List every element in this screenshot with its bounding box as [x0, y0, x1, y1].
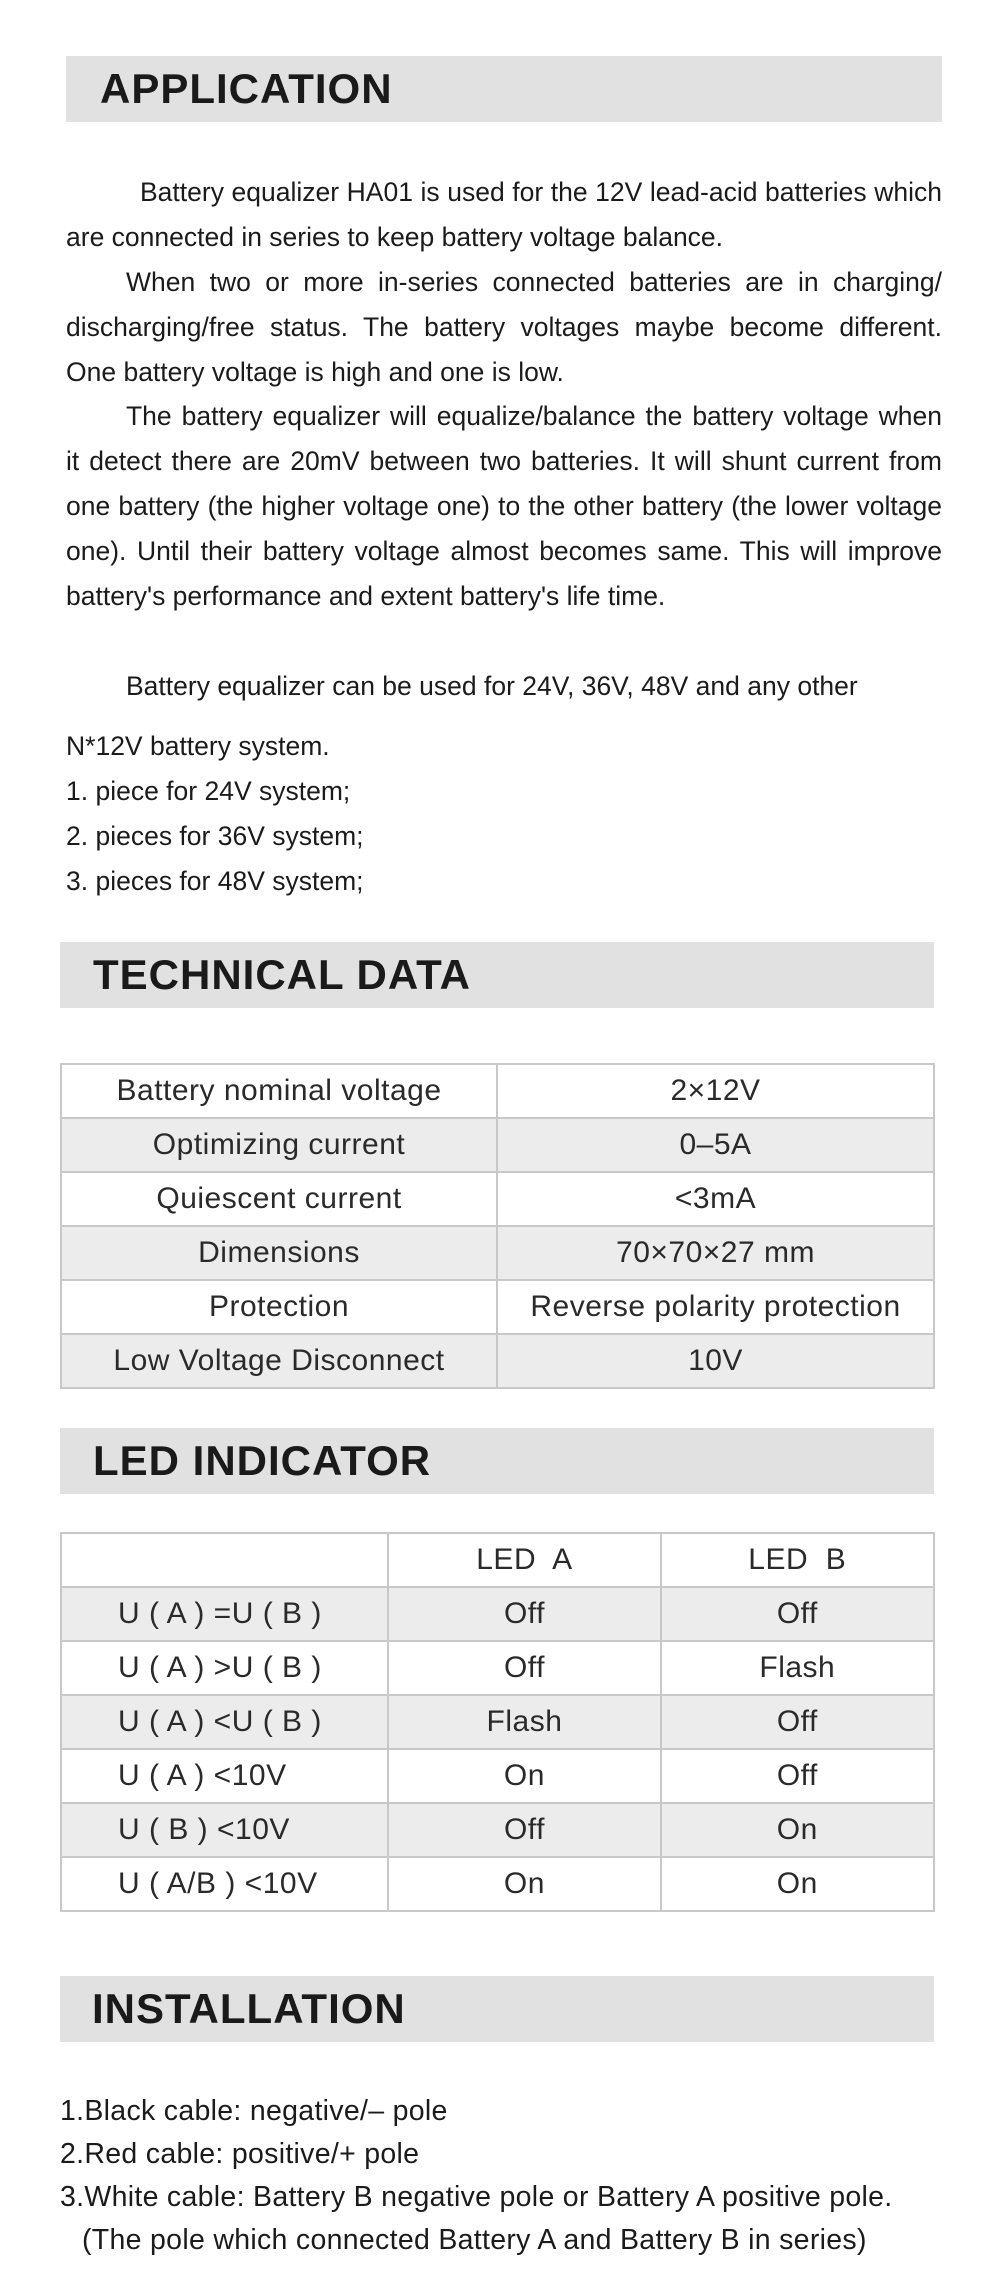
table-row — [61, 1803, 934, 1857]
technical-label: Protection — [61, 1280, 497, 1334]
application-paragraph-4-cont: N*12V battery system. — [66, 731, 330, 761]
led-table — [60, 1532, 935, 1912]
led-condition: U ( A ) <10V — [61, 1749, 388, 1803]
technical-value: <3mA — [497, 1172, 934, 1226]
led-condition: U ( B ) <10V — [61, 1803, 388, 1857]
technical-label: Dimensions — [61, 1226, 497, 1280]
technical-value: 10V — [497, 1334, 934, 1388]
technical-value: Reverse polarity protection — [497, 1280, 934, 1334]
led-a-state: Off — [388, 1587, 660, 1641]
led-b-state: Off — [661, 1587, 934, 1641]
table-row — [61, 1172, 934, 1226]
technical-label: Low Voltage Disconnect — [61, 1334, 497, 1388]
application-banner — [66, 56, 942, 122]
application-paragraph-3: The battery equalizer will equalize/balance the battery voltage when it detect there are 20mV between two batteries. It will shunt current from one battery (the higher voltage one) to the other battery (the lower voltage one). Until their battery voltage almost becomes same. This will improve battery's performance and extent battery's life time. — [66, 401, 942, 611]
installation-heading: INSTALLATION — [92, 1985, 406, 2032]
led-header-cell — [61, 1533, 388, 1587]
installation-item: 3.White cable: Battery B negative pole or Battery A positive pole. — [60, 2181, 893, 2213]
led-a-state: Off — [388, 1641, 660, 1695]
led-b-state: Flash — [661, 1641, 934, 1695]
installation-banner — [60, 1976, 934, 2042]
technical-label: Quiescent current — [61, 1172, 497, 1226]
led-a-state: Flash — [388, 1695, 660, 1749]
led-banner — [60, 1428, 934, 1494]
list-item: 3. pieces for 48V system; — [66, 866, 364, 896]
table-row — [61, 1334, 934, 1388]
application-heading: APPLICATION — [100, 65, 393, 112]
led-b-state: Off — [661, 1695, 934, 1749]
technical-label: Optimizing current — [61, 1118, 497, 1172]
led-a-state: On — [388, 1749, 660, 1803]
application-paragraph-1: Battery equalizer HA01 is used for the 12V lead-acid batteries which are connected in series to keep battery voltage balance. — [66, 177, 942, 252]
led-condition: U ( A ) >U ( B ) — [61, 1641, 388, 1695]
led-condition: U ( A ) =U ( B ) — [61, 1587, 388, 1641]
technical-value: 70×70×27 mm — [497, 1226, 934, 1280]
application-paragraph-2: When two or more in-series connected batteries are in charging/ discharging/free status. The battery voltages maybe become different. One battery voltage is high and one is low. — [66, 267, 942, 387]
table-row — [61, 1280, 934, 1334]
table-row — [61, 1064, 934, 1118]
led-b-state: Off — [661, 1749, 934, 1803]
led-condition: U ( A/B ) <10V — [61, 1857, 388, 1911]
table-row — [61, 1695, 934, 1749]
technical-label: Battery nominal voltage — [61, 1064, 497, 1118]
led-heading: LED INDICATOR — [93, 1437, 432, 1484]
technical-table — [60, 1063, 935, 1389]
led-b-state: On — [661, 1857, 934, 1911]
technical-value: 0–5A — [497, 1118, 934, 1172]
installation-item: 1.Black cable: negative/– pole — [60, 2095, 448, 2127]
table-row — [61, 1118, 934, 1172]
technical-banner — [60, 942, 934, 1008]
table-row — [61, 1226, 934, 1280]
table-row — [61, 1857, 934, 1911]
technical-value: 2×12V — [497, 1064, 934, 1118]
list-item: 1. piece for 24V system; — [66, 776, 351, 806]
led-condition: U ( A ) <U ( B ) — [61, 1695, 388, 1749]
installation-item: (The pole which connected Battery A and Battery B in series) — [82, 2224, 867, 2256]
led-a-state: Off — [388, 1803, 660, 1857]
application-paragraph-4: Battery equalizer can be used for 24V, 36V, 48V and any other — [126, 671, 858, 701]
led-header-cell: LED B — [661, 1533, 934, 1587]
installation-item: 2.Red cable: positive/+ pole — [60, 2138, 420, 2170]
table-header-row — [61, 1533, 934, 1587]
led-a-state: On — [388, 1857, 660, 1911]
table-row — [61, 1749, 934, 1803]
led-header-cell: LED A — [388, 1533, 660, 1587]
technical-heading: TECHNICAL DATA — [93, 951, 471, 998]
led-b-state: On — [661, 1803, 934, 1857]
table-row — [61, 1587, 934, 1641]
table-row — [61, 1641, 934, 1695]
list-item: 2. pieces for 36V system; — [66, 821, 364, 851]
